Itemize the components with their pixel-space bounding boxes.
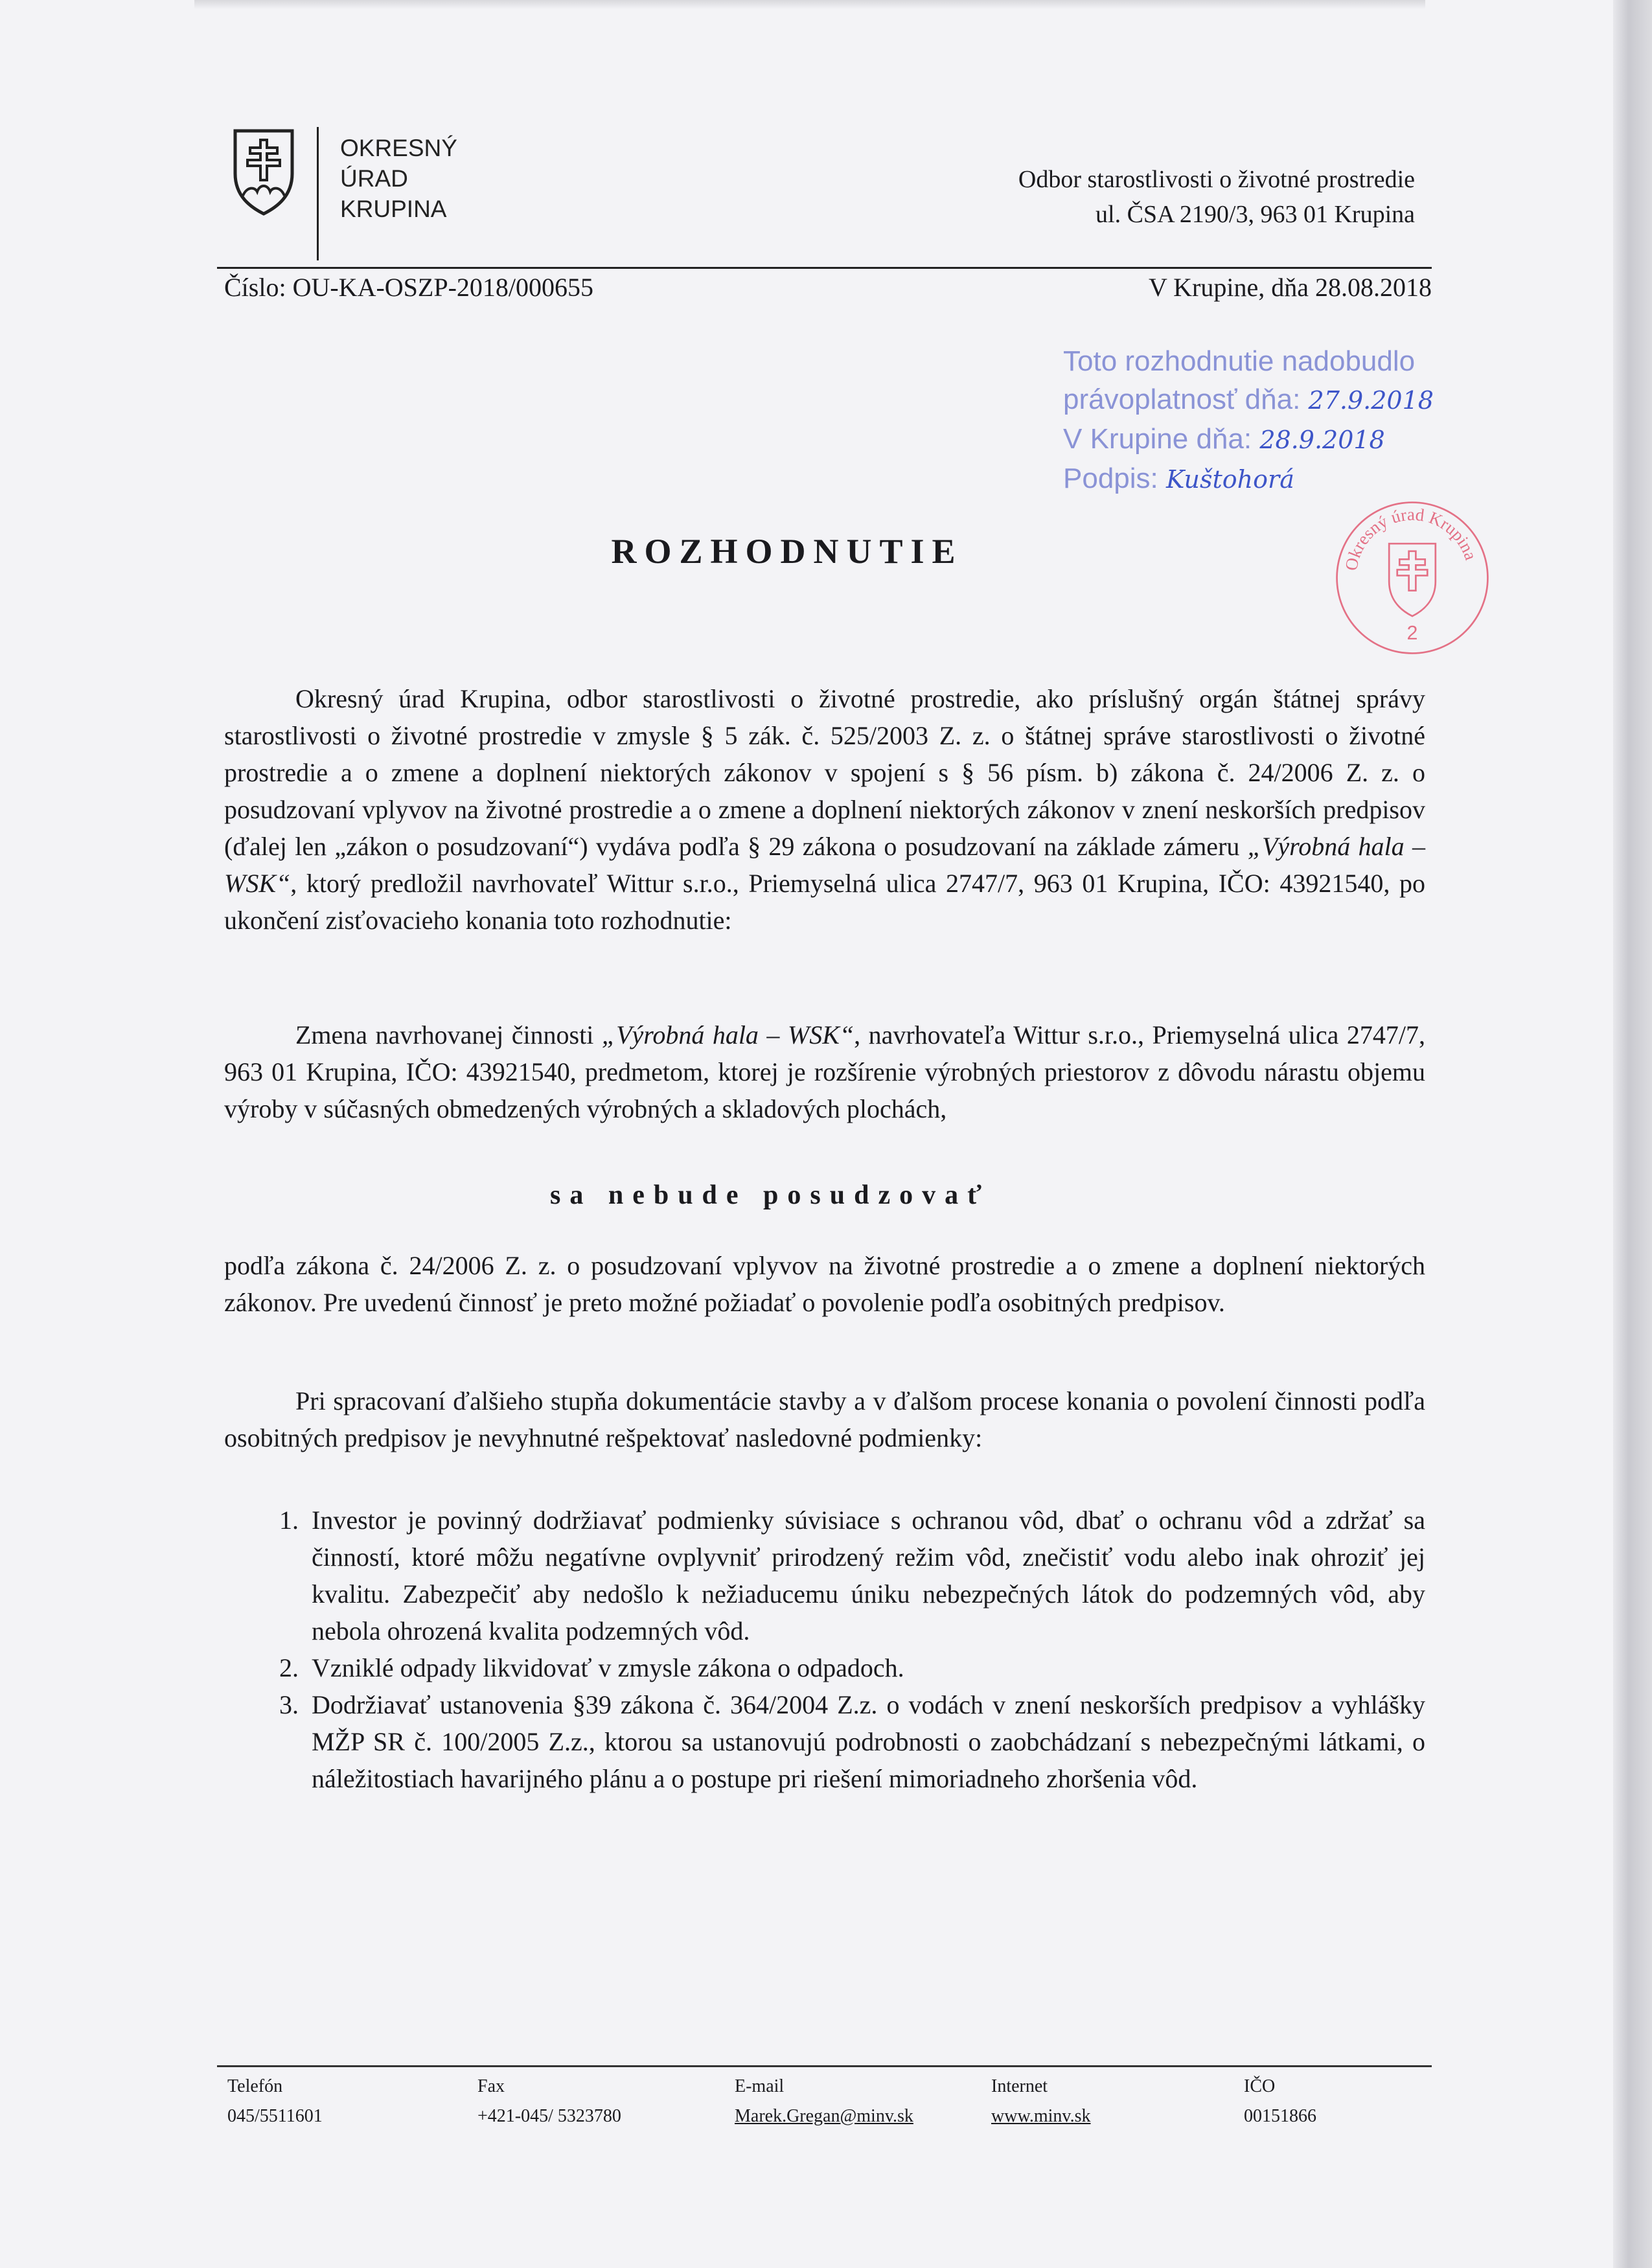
footer-phone — [227, 2072, 323, 2131]
validity-stamp — [1063, 342, 1434, 499]
document-title: ROZHODNUTIE — [611, 532, 963, 571]
footer-label: Fax — [477, 2076, 505, 2096]
footer-label: E-mail — [735, 2076, 785, 2096]
department-name: Odbor starostlivosti o životné prostredie — [1018, 166, 1415, 193]
footer-value: 045/5511601 — [227, 2106, 323, 2126]
office-name — [340, 133, 457, 224]
coat-of-arms-logo — [231, 128, 296, 216]
project-name: „Výrobná hala – WSK“ — [224, 832, 1425, 898]
condition-item: 1. Investor je povinný dodržiavať podmienky súvisiace s ochranou vôd, dbať o ochranu vôd a zdržať sa činností, ktoré môžu negatívne ovplyvniť prirodzený režim vôd, znečistiť vodu alebo inak ohroziť jej kvalitu. Zabezpečiť aby nedošlo k nežiaducemu úniku nebezpečných látok do podzemných vôd, aby nebola ohrozená kvalita podzemných vôd. — [305, 1502, 1425, 1649]
office-name-line: OKRESNÝ — [340, 135, 457, 161]
stamp-label: V Krupine dňa: — [1063, 423, 1252, 455]
stamp-label: právoplatnosť dňa: — [1063, 384, 1301, 415]
department-address — [1018, 162, 1415, 232]
seal-number: 2 — [1406, 621, 1418, 644]
footer-value: 00151866 — [1244, 2106, 1316, 2126]
footer-label: IČO — [1244, 2076, 1276, 2096]
condition-item: 2. Vzniklé odpady likvidovať v zmysle zákona o odpadoch. — [305, 1649, 1425, 1686]
office-name-line: KRUPINA — [340, 196, 447, 222]
address: ul. ČSA 2190/3, 963 01 Krupina — [1096, 201, 1415, 228]
text: , navrhovateľa Wittur s.r.o., Priemyselná ulica 2747/7, 963 01 Krupina, IČO: 43921540, predmetom, ktorej je rozšírenie výrobných priestorov z dôvodu nárastu objemu výroby v súčasných obmedzených výrobných a skladových plochách, — [224, 1020, 1425, 1123]
handwritten-signature: Kuštohorá — [1166, 465, 1294, 494]
text: , ktorý predložil navrhovateľ Wittur s.r.o., Priemyselná ulica 2747/7, 963 01 Krupina, IČO: 43921540, po ukončení zisťovacieho konania toto rozhodnutie: — [224, 869, 1425, 935]
scan-shadow — [194, 0, 1425, 9]
legal-basis-paragraph: podľa zákona č. 24/2006 Z. z. o posudzovaní vplyvov na životné prostredie a o zmene a doplnení niektorých zákonov. Pre uvedenú činnosť je preto možné požiadať o povolenie podľa osobitných predpisov. — [224, 1251, 1425, 1317]
reference-number: Číslo: OU-KA-OSZP-2018/000655 — [224, 273, 594, 302]
document-date: V Krupine, dňa 28.08.2018 — [1149, 273, 1432, 302]
text: Zmena navrhovanej činnosti — [295, 1020, 602, 1049]
condition-item: 3. Dodržiavať ustanovenia §39 zákona č. 364/2004 Z.z. o vodách v znení neskorších predpisov a vyhlášky MŽP SR č. 100/2005 Z.z., ktorou sa ustanovujú podrobnosti o zaobchádzaní s nebezpečnými látkami, o náležitostiach havarijného plánu a o postupe pri riešení mimoriadneho zhoršenia vôd. — [305, 1686, 1425, 1797]
handwritten-date: 27.9.2018 — [1308, 386, 1434, 415]
handwritten-date: 28.9.2018 — [1259, 426, 1385, 454]
activity-paragraph — [224, 1016, 1425, 1127]
email-link[interactable]: Marek.Gregan@minv.sk — [735, 2106, 913, 2126]
footer-fax — [477, 2072, 621, 2131]
website-link[interactable]: www.minv.sk — [991, 2106, 1091, 2126]
seal-text: Okresný úrad Krupina — [1341, 504, 1481, 573]
verdict: sa nebude posudzovať — [550, 1180, 991, 1210]
stamp-line: Toto rozhodnutie nadobudlo — [1063, 345, 1416, 377]
page-edge-shadow — [1613, 0, 1652, 2268]
intro-paragraph — [224, 680, 1425, 939]
footer-rule — [217, 2065, 1432, 2067]
conditions-list — [224, 1502, 1425, 1797]
header-rule — [217, 267, 1432, 269]
header-divider — [317, 127, 319, 260]
office-name-line: ÚRAD — [340, 165, 408, 192]
official-seal — [1335, 500, 1490, 656]
footer-internet — [991, 2072, 1090, 2131]
footer-email — [735, 2072, 913, 2131]
footer-label: Telefón — [227, 2076, 283, 2096]
stamp-label: Podpis: — [1063, 463, 1158, 494]
document-body — [224, 680, 1425, 1797]
project-name: „Výrobná hala – WSK“ — [601, 1020, 855, 1049]
conditions-intro: Pri spracovaní ďalšieho stupňa dokumentácie stavby a v ďalšom procese konania o povolení činnosti podľa osobitných predpisov je nevyhnutné rešpektovať nasledovné podmienky: — [224, 1386, 1425, 1452]
text: Okresný úrad Krupina, odbor starostlivosti o životné prostredie, ako príslušný orgán štátnej správy starostlivosti o životné prostredie v zmysle § 5 zák. č. 525/2003 Z. z. o štátnej správe starostlivosti o životné prostredie a o zmene a doplnení niektorých zákonov v spojení s § 56 písm. b) zákona č. 24/2006 Z. z. o posudzovaní vplyvov na životné prostredie a o zmene a doplnení niektorých zákonov v znení neskorších predpisov (ďalej len „zákon o posudzovaní“) vydáva podľa § 29 zákona o posudzovaní na základe zámeru — [224, 684, 1425, 861]
footer-value: +421-045/ 5323780 — [477, 2106, 621, 2126]
footer-label: Internet — [991, 2076, 1048, 2096]
footer-ico — [1244, 2072, 1316, 2131]
